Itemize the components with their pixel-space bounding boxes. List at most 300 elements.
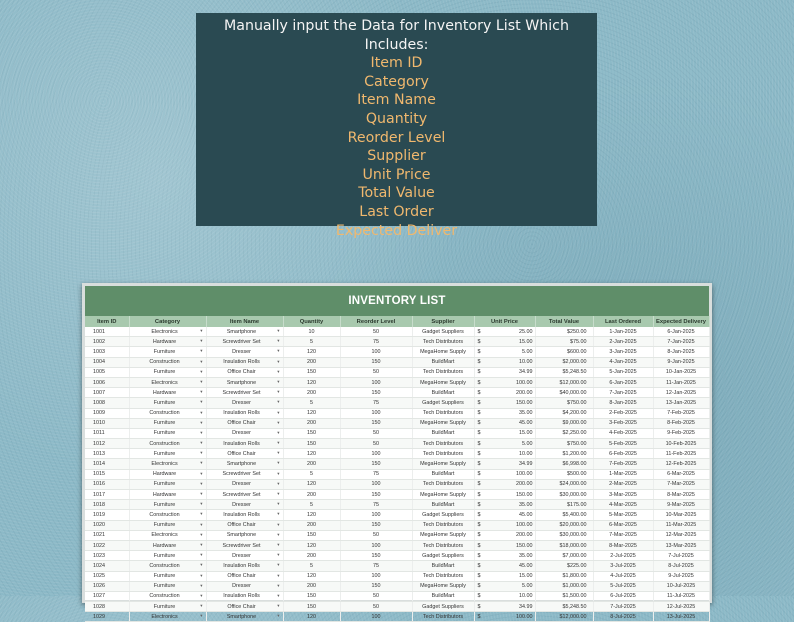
dropdown-arrow-icon[interactable]: ▾ <box>200 378 203 384</box>
item-id-cell[interactable]: 1005 <box>85 367 129 377</box>
item-name-cell[interactable] <box>206 357 283 367</box>
dropdown-arrow-icon[interactable]: ▾ <box>200 450 203 456</box>
reorder-level-cell[interactable]: 150 <box>340 581 412 591</box>
item-id-cell[interactable]: 1021 <box>85 530 129 540</box>
dropdown-arrow-icon[interactable]: ▾ <box>200 501 203 507</box>
reorder-level-cell[interactable]: 100 <box>340 540 412 550</box>
last-ordered-cell[interactable]: 1-Mar-2025 <box>593 469 653 479</box>
total-value-cell[interactable]: $1,800.00 <box>535 571 593 581</box>
item-name-cell[interactable] <box>206 347 283 357</box>
unit-price-cell[interactable] <box>474 490 535 500</box>
unit-price-cell[interactable] <box>474 581 535 591</box>
item-id-cell[interactable]: 1026 <box>85 581 129 591</box>
item-id-cell[interactable]: 1003 <box>85 347 129 357</box>
dropdown-arrow-icon[interactable]: ▾ <box>200 613 203 619</box>
quantity-cell[interactable]: 5 <box>283 469 340 479</box>
item-id-cell[interactable]: 1028 <box>85 602 129 612</box>
last-ordered-cell[interactable]: 3-Jul-2025 <box>593 561 653 571</box>
item-name-cell[interactable] <box>206 602 283 612</box>
item-name-cell[interactable] <box>206 510 283 520</box>
total-value-cell[interactable]: $40,000.00 <box>535 388 593 398</box>
item-id-cell[interactable]: 1004 <box>85 357 129 367</box>
item-name-cell[interactable] <box>206 398 283 408</box>
item-name-cell[interactable] <box>206 418 283 428</box>
quantity-cell[interactable]: 120 <box>283 612 340 622</box>
expected-delivery-cell[interactable]: 9-Jan-2025 <box>653 357 709 367</box>
dropdown-arrow-icon[interactable]: ▾ <box>277 338 280 344</box>
column-header-quantity[interactable]: Quantity <box>283 316 340 327</box>
supplier-cell[interactable]: Tech Distributors <box>412 520 474 530</box>
total-value-cell[interactable]: $2,250.00 <box>535 428 593 438</box>
reorder-level-cell[interactable]: 100 <box>340 479 412 489</box>
expected-delivery-cell[interactable]: 8-Jan-2025 <box>653 347 709 357</box>
dropdown-arrow-icon[interactable]: ▾ <box>200 409 203 415</box>
supplier-cell[interactable]: MegaHome Supply <box>412 581 474 591</box>
unit-price-cell[interactable] <box>474 398 535 408</box>
reorder-level-cell[interactable]: 75 <box>340 337 412 347</box>
expected-delivery-cell[interactable]: 13-Mar-2025 <box>653 540 709 550</box>
quantity-cell[interactable]: 120 <box>283 571 340 581</box>
dropdown-arrow-icon[interactable]: ▾ <box>200 470 203 476</box>
dropdown-arrow-icon[interactable]: ▾ <box>200 572 203 578</box>
last-ordered-cell[interactable]: 7-Feb-2025 <box>593 459 653 469</box>
quantity-cell[interactable]: 150 <box>283 428 340 438</box>
unit-price-cell[interactable] <box>474 439 535 449</box>
expected-delivery-cell[interactable]: 10-Mar-2025 <box>653 510 709 520</box>
reorder-level-cell[interactable]: 100 <box>340 347 412 357</box>
category-cell[interactable] <box>129 490 206 500</box>
total-value-cell[interactable]: $2,000.00 <box>535 357 593 367</box>
category-cell[interactable] <box>129 418 206 428</box>
column-header-expected-delivery[interactable]: Expected Delivery <box>653 316 709 327</box>
dropdown-arrow-icon[interactable]: ▾ <box>200 603 203 609</box>
total-value-cell[interactable]: $9,000.00 <box>535 418 593 428</box>
supplier-cell[interactable]: BuildMart <box>412 388 474 398</box>
dropdown-arrow-icon[interactable]: ▾ <box>277 521 280 527</box>
unit-price-cell[interactable] <box>474 520 535 530</box>
dropdown-arrow-icon[interactable]: ▾ <box>200 338 203 344</box>
category-cell[interactable] <box>129 500 206 510</box>
column-header-total-value[interactable]: Total Value <box>535 316 593 327</box>
reorder-level-cell[interactable]: 75 <box>340 500 412 510</box>
reorder-level-cell[interactable]: 100 <box>340 449 412 459</box>
total-value-cell[interactable]: $750.00 <box>535 439 593 449</box>
item-name-cell[interactable] <box>206 500 283 510</box>
reorder-level-cell[interactable]: 150 <box>340 388 412 398</box>
category-cell[interactable] <box>129 377 206 387</box>
dropdown-arrow-icon[interactable]: ▾ <box>277 328 280 333</box>
item-name-cell[interactable] <box>206 571 283 581</box>
dropdown-arrow-icon[interactable]: ▾ <box>277 552 280 558</box>
dropdown-arrow-icon[interactable]: ▾ <box>200 368 203 374</box>
supplier-cell[interactable]: Gadget Suppliers <box>412 602 474 612</box>
quantity-cell[interactable]: 5 <box>283 500 340 510</box>
quantity-cell[interactable]: 200 <box>283 551 340 561</box>
last-ordered-cell[interactable]: 4-Jul-2025 <box>593 571 653 581</box>
last-ordered-cell[interactable]: 8-Mar-2025 <box>593 540 653 550</box>
unit-price-cell[interactable] <box>474 449 535 459</box>
supplier-cell[interactable]: BuildMart <box>412 357 474 367</box>
expected-delivery-cell[interactable]: 13-Jul-2025 <box>653 612 709 622</box>
dropdown-arrow-icon[interactable]: ▾ <box>277 460 280 466</box>
dropdown-arrow-icon[interactable]: ▾ <box>277 592 280 598</box>
item-id-cell[interactable]: 1002 <box>85 337 129 347</box>
quantity-cell[interactable]: 120 <box>283 540 340 550</box>
expected-delivery-cell[interactable]: 12-Mar-2025 <box>653 530 709 540</box>
item-name-cell[interactable] <box>206 469 283 479</box>
total-value-cell[interactable]: $250.00 <box>535 327 593 337</box>
last-ordered-cell[interactable]: 5-Feb-2025 <box>593 439 653 449</box>
expected-delivery-cell[interactable]: 12-Jan-2025 <box>653 388 709 398</box>
last-ordered-cell[interactable]: 7-Jul-2025 <box>593 602 653 612</box>
quantity-cell[interactable]: 200 <box>283 459 340 469</box>
category-cell[interactable] <box>129 571 206 581</box>
last-ordered-cell[interactable]: 2-Feb-2025 <box>593 408 653 418</box>
quantity-cell[interactable]: 10 <box>283 327 340 337</box>
quantity-cell[interactable]: 200 <box>283 490 340 500</box>
dropdown-arrow-icon[interactable]: ▾ <box>200 328 203 333</box>
dropdown-arrow-icon[interactable]: ▾ <box>200 358 203 364</box>
reorder-level-cell[interactable]: 50 <box>340 439 412 449</box>
item-id-cell[interactable]: 1014 <box>85 459 129 469</box>
category-cell[interactable] <box>129 510 206 520</box>
reorder-level-cell[interactable]: 75 <box>340 561 412 571</box>
expected-delivery-cell[interactable]: 10-Jul-2025 <box>653 581 709 591</box>
quantity-cell[interactable]: 150 <box>283 530 340 540</box>
expected-delivery-cell[interactable]: 11-Feb-2025 <box>653 449 709 459</box>
item-id-cell[interactable]: 1027 <box>85 591 129 601</box>
total-value-cell[interactable]: $4,200.00 <box>535 408 593 418</box>
quantity-cell[interactable]: 200 <box>283 418 340 428</box>
expected-delivery-cell[interactable]: 12-Jul-2025 <box>653 602 709 612</box>
dropdown-arrow-icon[interactable]: ▾ <box>277 541 280 547</box>
dropdown-arrow-icon[interactable]: ▾ <box>277 348 280 354</box>
reorder-level-cell[interactable]: 50 <box>340 530 412 540</box>
total-value-cell[interactable]: $5,248.50 <box>535 367 593 377</box>
last-ordered-cell[interactable]: 6-Jul-2025 <box>593 591 653 601</box>
last-ordered-cell[interactable]: 6-Mar-2025 <box>593 520 653 530</box>
last-ordered-cell[interactable]: 6-Jan-2025 <box>593 377 653 387</box>
category-cell[interactable] <box>129 357 206 367</box>
last-ordered-cell[interactable]: 5-Mar-2025 <box>593 510 653 520</box>
reorder-level-cell[interactable]: 150 <box>340 520 412 530</box>
quantity-cell[interactable]: 120 <box>283 377 340 387</box>
item-name-cell[interactable] <box>206 581 283 591</box>
reorder-level-cell[interactable]: 150 <box>340 418 412 428</box>
expected-delivery-cell[interactable]: 7-Feb-2025 <box>653 408 709 418</box>
expected-delivery-cell[interactable]: 10-Feb-2025 <box>653 439 709 449</box>
expected-delivery-cell[interactable]: 11-Jan-2025 <box>653 377 709 387</box>
expected-delivery-cell[interactable]: 8-Jul-2025 <box>653 561 709 571</box>
total-value-cell[interactable]: $5,400.00 <box>535 510 593 520</box>
quantity-cell[interactable]: 120 <box>283 408 340 418</box>
dropdown-arrow-icon[interactable]: ▾ <box>277 440 280 446</box>
total-value-cell[interactable]: $12,000.00 <box>535 612 593 622</box>
item-id-cell[interactable]: 1025 <box>85 571 129 581</box>
category-cell[interactable] <box>129 347 206 357</box>
dropdown-arrow-icon[interactable]: ▾ <box>277 511 280 517</box>
category-cell[interactable] <box>129 398 206 408</box>
item-name-cell[interactable] <box>206 459 283 469</box>
dropdown-arrow-icon[interactable]: ▾ <box>277 531 280 537</box>
category-cell[interactable] <box>129 459 206 469</box>
supplier-cell[interactable]: Tech Distributors <box>412 337 474 347</box>
item-id-cell[interactable]: 1009 <box>85 408 129 418</box>
total-value-cell[interactable]: $6,998.00 <box>535 459 593 469</box>
quantity-cell[interactable]: 150 <box>283 439 340 449</box>
item-name-cell[interactable] <box>206 520 283 530</box>
total-value-cell[interactable]: $1,200.00 <box>535 449 593 459</box>
category-cell[interactable] <box>129 367 206 377</box>
dropdown-arrow-icon[interactable]: ▾ <box>277 491 280 496</box>
item-name-cell[interactable] <box>206 530 283 540</box>
item-id-cell[interactable]: 1020 <box>85 520 129 530</box>
dropdown-arrow-icon[interactable]: ▾ <box>200 440 203 446</box>
unit-price-cell[interactable] <box>474 500 535 510</box>
quantity-cell[interactable]: 120 <box>283 510 340 520</box>
supplier-cell[interactable]: Tech Distributors <box>412 571 474 581</box>
quantity-cell[interactable]: 120 <box>283 449 340 459</box>
item-name-cell[interactable] <box>206 439 283 449</box>
dropdown-arrow-icon[interactable]: ▾ <box>277 470 280 476</box>
supplier-cell[interactable]: BuildMart <box>412 428 474 438</box>
supplier-cell[interactable]: Tech Distributors <box>412 408 474 418</box>
total-value-cell[interactable]: $750.00 <box>535 398 593 408</box>
reorder-level-cell[interactable]: 50 <box>340 327 412 337</box>
item-id-cell[interactable]: 1001 <box>85 327 129 337</box>
item-id-cell[interactable]: 1016 <box>85 479 129 489</box>
supplier-cell[interactable]: MegaHome Supply <box>412 347 474 357</box>
dropdown-arrow-icon[interactable]: ▾ <box>200 419 203 425</box>
dropdown-arrow-icon[interactable]: ▾ <box>277 450 280 456</box>
dropdown-arrow-icon[interactable]: ▾ <box>277 399 280 405</box>
last-ordered-cell[interactable]: 7-Mar-2025 <box>593 530 653 540</box>
last-ordered-cell[interactable]: 5-Jul-2025 <box>593 581 653 591</box>
quantity-cell[interactable]: 150 <box>283 367 340 377</box>
quantity-cell[interactable]: 5 <box>283 561 340 571</box>
last-ordered-cell[interactable]: 1-Jan-2025 <box>593 327 653 337</box>
supplier-cell[interactable]: Tech Distributors <box>412 612 474 622</box>
supplier-cell[interactable]: BuildMart <box>412 591 474 601</box>
supplier-cell[interactable]: MegaHome Supply <box>412 530 474 540</box>
supplier-cell[interactable]: Gadget Suppliers <box>412 327 474 337</box>
total-value-cell[interactable]: $500.00 <box>535 469 593 479</box>
last-ordered-cell[interactable]: 8-Jan-2025 <box>593 398 653 408</box>
unit-price-cell[interactable] <box>474 459 535 469</box>
dropdown-arrow-icon[interactable]: ▾ <box>200 480 203 486</box>
reorder-level-cell[interactable]: 150 <box>340 459 412 469</box>
last-ordered-cell[interactable]: 5-Jan-2025 <box>593 367 653 377</box>
total-value-cell[interactable]: $225.00 <box>535 561 593 571</box>
dropdown-arrow-icon[interactable]: ▾ <box>277 501 280 507</box>
reorder-level-cell[interactable]: 50 <box>340 602 412 612</box>
supplier-cell[interactable]: MegaHome Supply <box>412 377 474 387</box>
item-name-cell[interactable] <box>206 428 283 438</box>
last-ordered-cell[interactable]: 2-Mar-2025 <box>593 479 653 489</box>
supplier-cell[interactable]: Tech Distributors <box>412 367 474 377</box>
dropdown-arrow-icon[interactable]: ▾ <box>200 389 203 395</box>
supplier-cell[interactable]: BuildMart <box>412 469 474 479</box>
unit-price-cell[interactable] <box>474 388 535 398</box>
unit-price-cell[interactable] <box>474 337 535 347</box>
unit-price-cell[interactable] <box>474 591 535 601</box>
reorder-level-cell[interactable]: 150 <box>340 551 412 561</box>
expected-delivery-cell[interactable]: 6-Mar-2025 <box>653 469 709 479</box>
expected-delivery-cell[interactable]: 7-Mar-2025 <box>653 479 709 489</box>
supplier-cell[interactable]: BuildMart <box>412 500 474 510</box>
dropdown-arrow-icon[interactable]: ▾ <box>277 429 280 435</box>
dropdown-arrow-icon[interactable]: ▾ <box>200 491 203 496</box>
item-id-cell[interactable]: 1024 <box>85 561 129 571</box>
dropdown-arrow-icon[interactable]: ▾ <box>200 592 203 598</box>
total-value-cell[interactable]: $24,000.00 <box>535 479 593 489</box>
supplier-cell[interactable]: Tech Distributors <box>412 479 474 489</box>
column-header-supplier[interactable]: Supplier <box>412 316 474 327</box>
quantity-cell[interactable]: 200 <box>283 357 340 367</box>
expected-delivery-cell[interactable]: 12-Feb-2025 <box>653 459 709 469</box>
supplier-cell[interactable]: MegaHome Supply <box>412 418 474 428</box>
reorder-level-cell[interactable]: 100 <box>340 510 412 520</box>
last-ordered-cell[interactable]: 7-Jan-2025 <box>593 388 653 398</box>
category-cell[interactable] <box>129 591 206 601</box>
dropdown-arrow-icon[interactable]: ▾ <box>200 562 203 568</box>
last-ordered-cell[interactable]: 3-Mar-2025 <box>593 490 653 500</box>
category-cell[interactable] <box>129 612 206 622</box>
expected-delivery-cell[interactable]: 8-Mar-2025 <box>653 490 709 500</box>
reorder-level-cell[interactable]: 100 <box>340 408 412 418</box>
reorder-level-cell[interactable]: 100 <box>340 571 412 581</box>
category-cell[interactable] <box>129 428 206 438</box>
dropdown-arrow-icon[interactable]: ▾ <box>277 572 280 578</box>
supplier-cell[interactable]: Gadget Suppliers <box>412 510 474 520</box>
item-id-cell[interactable]: 1017 <box>85 490 129 500</box>
item-name-cell[interactable] <box>206 591 283 601</box>
item-name-cell[interactable] <box>206 327 283 337</box>
reorder-level-cell[interactable]: 150 <box>340 357 412 367</box>
reorder-level-cell[interactable]: 150 <box>340 490 412 500</box>
column-header-last-ordered[interactable]: Last Ordered <box>593 316 653 327</box>
total-value-cell[interactable]: $75.00 <box>535 337 593 347</box>
dropdown-arrow-icon[interactable]: ▾ <box>277 389 280 395</box>
expected-delivery-cell[interactable]: 7-Jan-2025 <box>653 337 709 347</box>
category-cell[interactable] <box>129 327 206 337</box>
item-id-cell[interactable]: 1007 <box>85 388 129 398</box>
item-name-cell[interactable] <box>206 561 283 571</box>
expected-delivery-cell[interactable]: 9-Mar-2025 <box>653 500 709 510</box>
quantity-cell[interactable]: 150 <box>283 591 340 601</box>
item-name-cell[interactable] <box>206 337 283 347</box>
supplier-cell[interactable]: Gadget Suppliers <box>412 398 474 408</box>
expected-delivery-cell[interactable]: 11-Mar-2025 <box>653 520 709 530</box>
unit-price-cell[interactable] <box>474 561 535 571</box>
dropdown-arrow-icon[interactable]: ▾ <box>277 378 280 384</box>
category-cell[interactable] <box>129 540 206 550</box>
item-name-cell[interactable] <box>206 612 283 622</box>
item-id-cell[interactable]: 1010 <box>85 418 129 428</box>
total-value-cell[interactable]: $600.00 <box>535 347 593 357</box>
last-ordered-cell[interactable]: 8-Jul-2025 <box>593 612 653 622</box>
expected-delivery-cell[interactable]: 9-Feb-2025 <box>653 428 709 438</box>
reorder-level-cell[interactable]: 75 <box>340 469 412 479</box>
column-header-reorder-level[interactable]: Reorder Level <box>340 316 412 327</box>
item-id-cell[interactable]: 1023 <box>85 551 129 561</box>
unit-price-cell[interactable] <box>474 327 535 337</box>
item-id-cell[interactable]: 1022 <box>85 540 129 550</box>
quantity-cell[interactable]: 200 <box>283 520 340 530</box>
supplier-cell[interactable]: Tech Distributors <box>412 540 474 550</box>
last-ordered-cell[interactable]: 2-Jan-2025 <box>593 337 653 347</box>
item-name-cell[interactable] <box>206 388 283 398</box>
expected-delivery-cell[interactable]: 9-Jul-2025 <box>653 571 709 581</box>
dropdown-arrow-icon[interactable]: ▾ <box>200 582 203 588</box>
unit-price-cell[interactable] <box>474 612 535 622</box>
item-id-cell[interactable]: 1008 <box>85 398 129 408</box>
item-name-cell[interactable] <box>206 551 283 561</box>
unit-price-cell[interactable] <box>474 418 535 428</box>
last-ordered-cell[interactable]: 3-Jan-2025 <box>593 347 653 357</box>
category-cell[interactable] <box>129 449 206 459</box>
last-ordered-cell[interactable]: 4-Feb-2025 <box>593 428 653 438</box>
category-cell[interactable] <box>129 520 206 530</box>
expected-delivery-cell[interactable]: 8-Feb-2025 <box>653 418 709 428</box>
quantity-cell[interactable]: 120 <box>283 347 340 357</box>
quantity-cell[interactable]: 200 <box>283 581 340 591</box>
dropdown-arrow-icon[interactable]: ▾ <box>277 582 280 588</box>
unit-price-cell[interactable] <box>474 469 535 479</box>
dropdown-arrow-icon[interactable]: ▾ <box>200 399 203 405</box>
dropdown-arrow-icon[interactable]: ▾ <box>277 419 280 425</box>
supplier-cell[interactable]: Gadget Suppliers <box>412 551 474 561</box>
expected-delivery-cell[interactable]: 7-Jul-2025 <box>653 551 709 561</box>
reorder-level-cell[interactable]: 50 <box>340 367 412 377</box>
item-name-cell[interactable] <box>206 377 283 387</box>
reorder-level-cell[interactable]: 100 <box>340 612 412 622</box>
supplier-cell[interactable]: MegaHome Supply <box>412 490 474 500</box>
category-cell[interactable] <box>129 581 206 591</box>
unit-price-cell[interactable] <box>474 479 535 489</box>
dropdown-arrow-icon[interactable]: ▾ <box>200 429 203 435</box>
column-header-unit-price[interactable]: Unit Price <box>474 316 535 327</box>
last-ordered-cell[interactable]: 2-Jul-2025 <box>593 551 653 561</box>
expected-delivery-cell[interactable]: 11-Jul-2025 <box>653 591 709 601</box>
total-value-cell[interactable]: $175.00 <box>535 500 593 510</box>
category-cell[interactable] <box>129 408 206 418</box>
quantity-cell[interactable]: 120 <box>283 479 340 489</box>
reorder-level-cell[interactable]: 50 <box>340 591 412 601</box>
dropdown-arrow-icon[interactable]: ▾ <box>200 511 203 517</box>
total-value-cell[interactable]: $7,000.00 <box>535 551 593 561</box>
category-cell[interactable] <box>129 469 206 479</box>
total-value-cell[interactable]: $30,000.00 <box>535 490 593 500</box>
unit-price-cell[interactable] <box>474 377 535 387</box>
item-name-cell[interactable] <box>206 490 283 500</box>
item-name-cell[interactable] <box>206 540 283 550</box>
dropdown-arrow-icon[interactable]: ▾ <box>277 613 280 619</box>
dropdown-arrow-icon[interactable]: ▾ <box>277 409 280 415</box>
dropdown-arrow-icon[interactable]: ▾ <box>200 541 203 547</box>
supplier-cell[interactable]: Tech Distributors <box>412 439 474 449</box>
unit-price-cell[interactable] <box>474 571 535 581</box>
item-id-cell[interactable]: 1012 <box>85 439 129 449</box>
dropdown-arrow-icon[interactable]: ▾ <box>277 603 280 609</box>
item-id-cell[interactable]: 1019 <box>85 510 129 520</box>
column-header-item-id[interactable]: Item ID <box>85 316 129 327</box>
dropdown-arrow-icon[interactable]: ▾ <box>200 552 203 558</box>
dropdown-arrow-icon[interactable]: ▾ <box>277 368 280 374</box>
dropdown-arrow-icon[interactable]: ▾ <box>277 562 280 568</box>
unit-price-cell[interactable] <box>474 540 535 550</box>
supplier-cell[interactable]: MegaHome Supply <box>412 459 474 469</box>
